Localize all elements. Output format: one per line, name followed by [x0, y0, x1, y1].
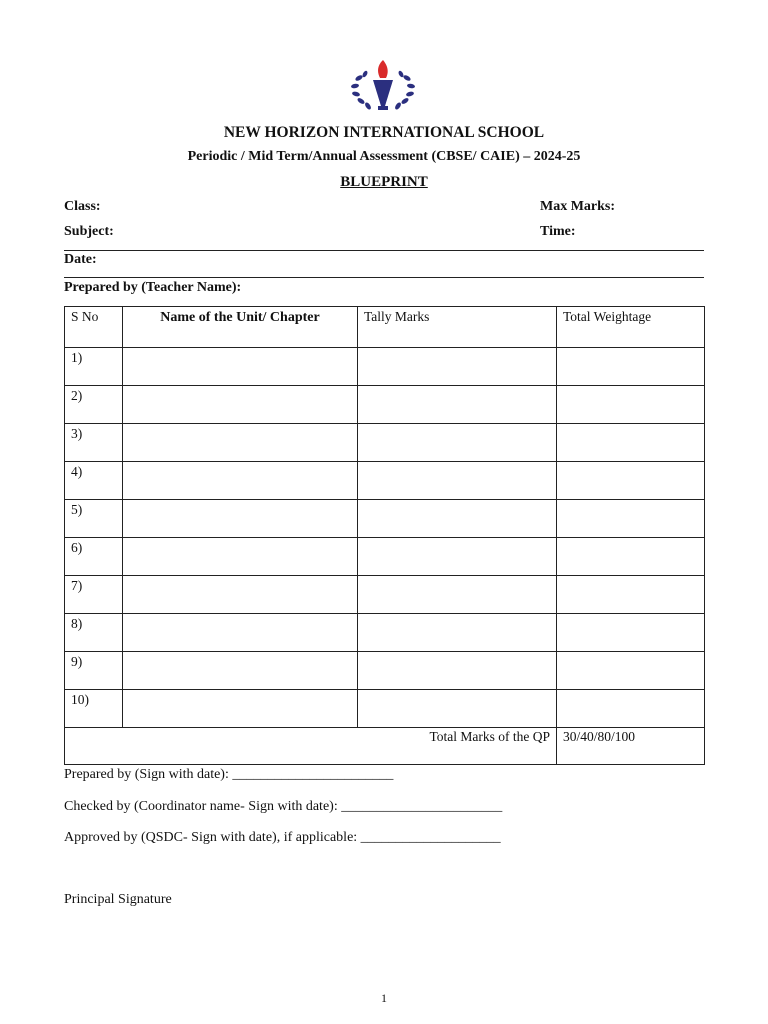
row-tally-marks[interactable] [358, 652, 557, 690]
total-row [65, 728, 705, 765]
table-row [65, 462, 705, 500]
row-total-weightage[interactable] [557, 690, 705, 728]
row-total-weightage[interactable] [557, 652, 705, 690]
header-sno: S No [65, 307, 123, 348]
table-row [65, 424, 705, 462]
assessment-line: Periodic / Mid Term/Annual Assessment (CBSE/ CAIE) – 2024-25 [187, 149, 581, 164]
approved-sign-line: Approved by (QSDC- Sign with date), if applicable: ____________________ [64, 830, 501, 845]
row-total-weightage[interactable] [557, 614, 705, 652]
row-total-weightage[interactable] [557, 576, 705, 614]
row-unit-chapter[interactable] [123, 538, 358, 576]
row-sno: 8) [65, 614, 123, 652]
checked-sign-line: Checked by (Coordinator name- Sign with date): _______________________ [64, 799, 503, 814]
row-total-weightage[interactable] [557, 424, 705, 462]
row-unit-chapter[interactable] [123, 348, 358, 386]
divider [64, 277, 704, 278]
row-sno: 4) [65, 462, 123, 500]
row-sno: 6) [65, 538, 123, 576]
prepared-by-teacher-label: Prepared by (Teacher Name): [64, 280, 242, 295]
class-label: Class: [64, 199, 101, 214]
subject-label: Subject: [64, 224, 114, 239]
header-total-weightage: Total Weightage [557, 307, 705, 348]
header-tally-marks: Tally Marks [358, 307, 557, 348]
document-title: BLUEPRINT [340, 174, 428, 190]
table-row [65, 348, 705, 386]
row-sno: 1) [65, 348, 123, 386]
header-unit-chapter: Name of the Unit/ Chapter [123, 307, 358, 348]
table-row [65, 614, 705, 652]
table-row [65, 576, 705, 614]
prepared-sign-line: Prepared by (Sign with date): _______________________ [64, 767, 394, 782]
row-total-weightage[interactable] [557, 500, 705, 538]
row-tally-marks[interactable] [358, 576, 557, 614]
row-tally-marks[interactable] [358, 500, 557, 538]
principal-signature: Principal Signature [64, 892, 172, 907]
row-total-weightage[interactable] [557, 462, 705, 500]
total-marks-label: Total Marks of the QP [65, 728, 557, 765]
row-unit-chapter[interactable] [123, 652, 358, 690]
row-unit-chapter[interactable] [123, 500, 358, 538]
row-sno: 9) [65, 652, 123, 690]
table-row [65, 386, 705, 424]
table-row [65, 652, 705, 690]
row-unit-chapter[interactable] [123, 386, 358, 424]
max-marks-label: Max Marks: [540, 199, 616, 214]
row-sno: 7) [65, 576, 123, 614]
row-total-weightage[interactable] [557, 386, 705, 424]
blueprint-table [64, 306, 705, 765]
row-unit-chapter[interactable] [123, 462, 358, 500]
row-tally-marks[interactable] [358, 462, 557, 500]
row-total-weightage[interactable] [557, 348, 705, 386]
school-logo [347, 58, 419, 114]
row-unit-chapter[interactable] [123, 614, 358, 652]
row-total-weightage[interactable] [557, 538, 705, 576]
row-unit-chapter[interactable] [123, 424, 358, 462]
row-sno: 3) [65, 424, 123, 462]
total-marks-value: 30/40/80/100 [557, 728, 705, 765]
table-row [65, 690, 705, 728]
divider [64, 250, 704, 251]
row-unit-chapter[interactable] [123, 576, 358, 614]
row-unit-chapter[interactable] [123, 690, 358, 728]
row-tally-marks[interactable] [358, 386, 557, 424]
table-row [65, 538, 705, 576]
row-tally-marks[interactable] [358, 538, 557, 576]
page-number: 1 [381, 991, 387, 1005]
row-tally-marks[interactable] [358, 348, 557, 386]
school-name: NEW HORIZON INTERNATIONAL SCHOOL [223, 124, 545, 141]
row-tally-marks[interactable] [358, 424, 557, 462]
row-tally-marks[interactable] [358, 614, 557, 652]
date-label: Date: [64, 252, 97, 267]
row-tally-marks[interactable] [358, 690, 557, 728]
row-sno: 10) [65, 690, 123, 728]
time-label: Time: [540, 224, 576, 239]
row-sno: 5) [65, 500, 123, 538]
table-header-row [65, 307, 705, 348]
table-row [65, 500, 705, 538]
row-sno: 2) [65, 386, 123, 424]
